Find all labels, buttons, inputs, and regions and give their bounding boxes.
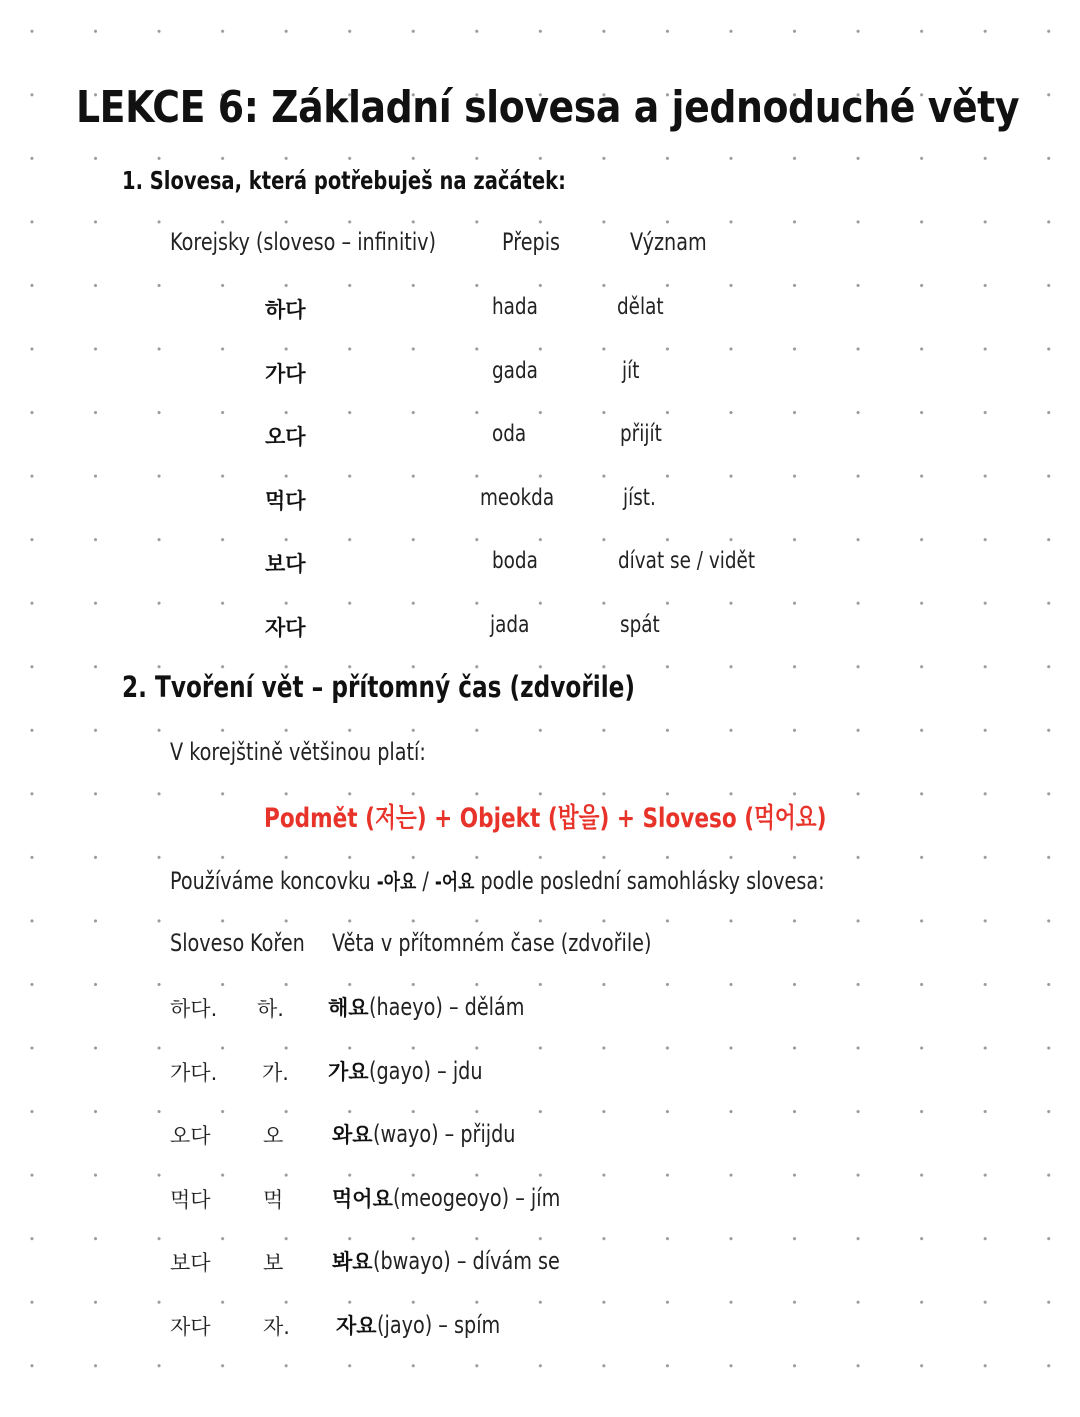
sentence-formula: Podmět (저는) + Objekt (밥을) + Sloveso (먹어요) xyxy=(264,803,827,834)
meaning: jíst. xyxy=(623,485,656,511)
meaning: jít xyxy=(622,358,640,384)
present-form xyxy=(332,1119,551,1149)
translation: (haeyo) – dělám xyxy=(368,993,525,1021)
romanization: boda xyxy=(492,548,538,574)
verb: 자다 xyxy=(170,1315,211,1339)
verb: 먹다 xyxy=(170,1188,211,1212)
korean-verb: 먹다 xyxy=(265,489,306,513)
romanization: oda xyxy=(492,421,527,447)
translation: (gayo) – jdu xyxy=(368,1057,483,1085)
romanization: gada xyxy=(492,358,538,384)
polite-form: 먹어요 xyxy=(332,1187,393,1211)
polite-form: 와요 xyxy=(332,1123,373,1147)
root: 먹 xyxy=(263,1188,284,1212)
korean-verb: 가다 xyxy=(265,362,306,386)
meaning: dívat se / vidět xyxy=(618,548,756,574)
polite-form: 자요 xyxy=(336,1314,377,1338)
section1-heading: 1. Slovesa, která potřebuješ na začátek: xyxy=(122,166,566,195)
ending-a-yo: -아요 xyxy=(376,870,417,894)
present-form xyxy=(332,1183,602,1213)
rule-suffix: podle poslední samohlásky slovesa: xyxy=(474,867,825,895)
root: 오 xyxy=(263,1124,284,1148)
meaning: spát xyxy=(620,612,660,638)
rule-prefix: Používáme koncovku xyxy=(170,867,377,895)
translation: (wayo) – přijdu xyxy=(372,1120,516,1148)
ending-rule xyxy=(170,866,825,896)
romanization: meokda xyxy=(480,485,555,511)
section2-heading: 2. Tvoření vět – přítomný čas (zdvořile) xyxy=(122,670,636,704)
translation: (bwayo) – dívám se xyxy=(372,1247,560,1275)
verb: 오다 xyxy=(170,1124,211,1148)
translation: (meogeoyo) – jím xyxy=(392,1184,561,1212)
col-header-meaning: Význam xyxy=(630,228,707,256)
polite-form: 봐요 xyxy=(332,1250,373,1274)
col-header-root: Kořen xyxy=(250,929,305,957)
root: 가. xyxy=(262,1061,289,1085)
romanization: hada xyxy=(492,294,538,320)
meaning: dělat xyxy=(617,294,664,320)
verb: 보다 xyxy=(170,1251,211,1275)
verb: 하다. xyxy=(170,997,218,1021)
verb: 가다. xyxy=(170,1061,218,1085)
col-header-romanization: Přepis xyxy=(502,228,561,256)
korean-verb: 오다 xyxy=(265,425,306,449)
present-form xyxy=(328,1056,511,1086)
root: 자. xyxy=(263,1315,290,1339)
col-header-korean: Korejsky (sloveso – infinitiv) xyxy=(170,228,437,256)
root: 보 xyxy=(263,1251,284,1275)
ending-eo-yo: -어요 xyxy=(434,870,475,894)
col-header-verb: Sloveso xyxy=(170,929,245,957)
section2-intro: V korejštině většinou platí: xyxy=(170,738,426,766)
present-form xyxy=(336,1310,531,1340)
root: 하. xyxy=(257,997,284,1021)
page-title: LEKCE 6: Základní slovesa a jednoduché věty xyxy=(76,82,1020,133)
meaning: přijít xyxy=(620,421,662,447)
present-form xyxy=(328,992,563,1022)
polite-form: 가요 xyxy=(328,1060,369,1084)
col-header-sentence: Věta v přítomném čase (zdvořile) xyxy=(332,929,652,957)
korean-verb: 자다 xyxy=(265,616,306,640)
polite-form: 해요 xyxy=(328,996,369,1020)
present-form xyxy=(332,1246,606,1276)
korean-verb: 보다 xyxy=(265,552,306,576)
romanization: jada xyxy=(490,612,530,638)
korean-verb: 하다 xyxy=(265,298,306,322)
translation: (jayo) – spím xyxy=(376,1311,500,1339)
rule-separator: / xyxy=(416,867,435,895)
